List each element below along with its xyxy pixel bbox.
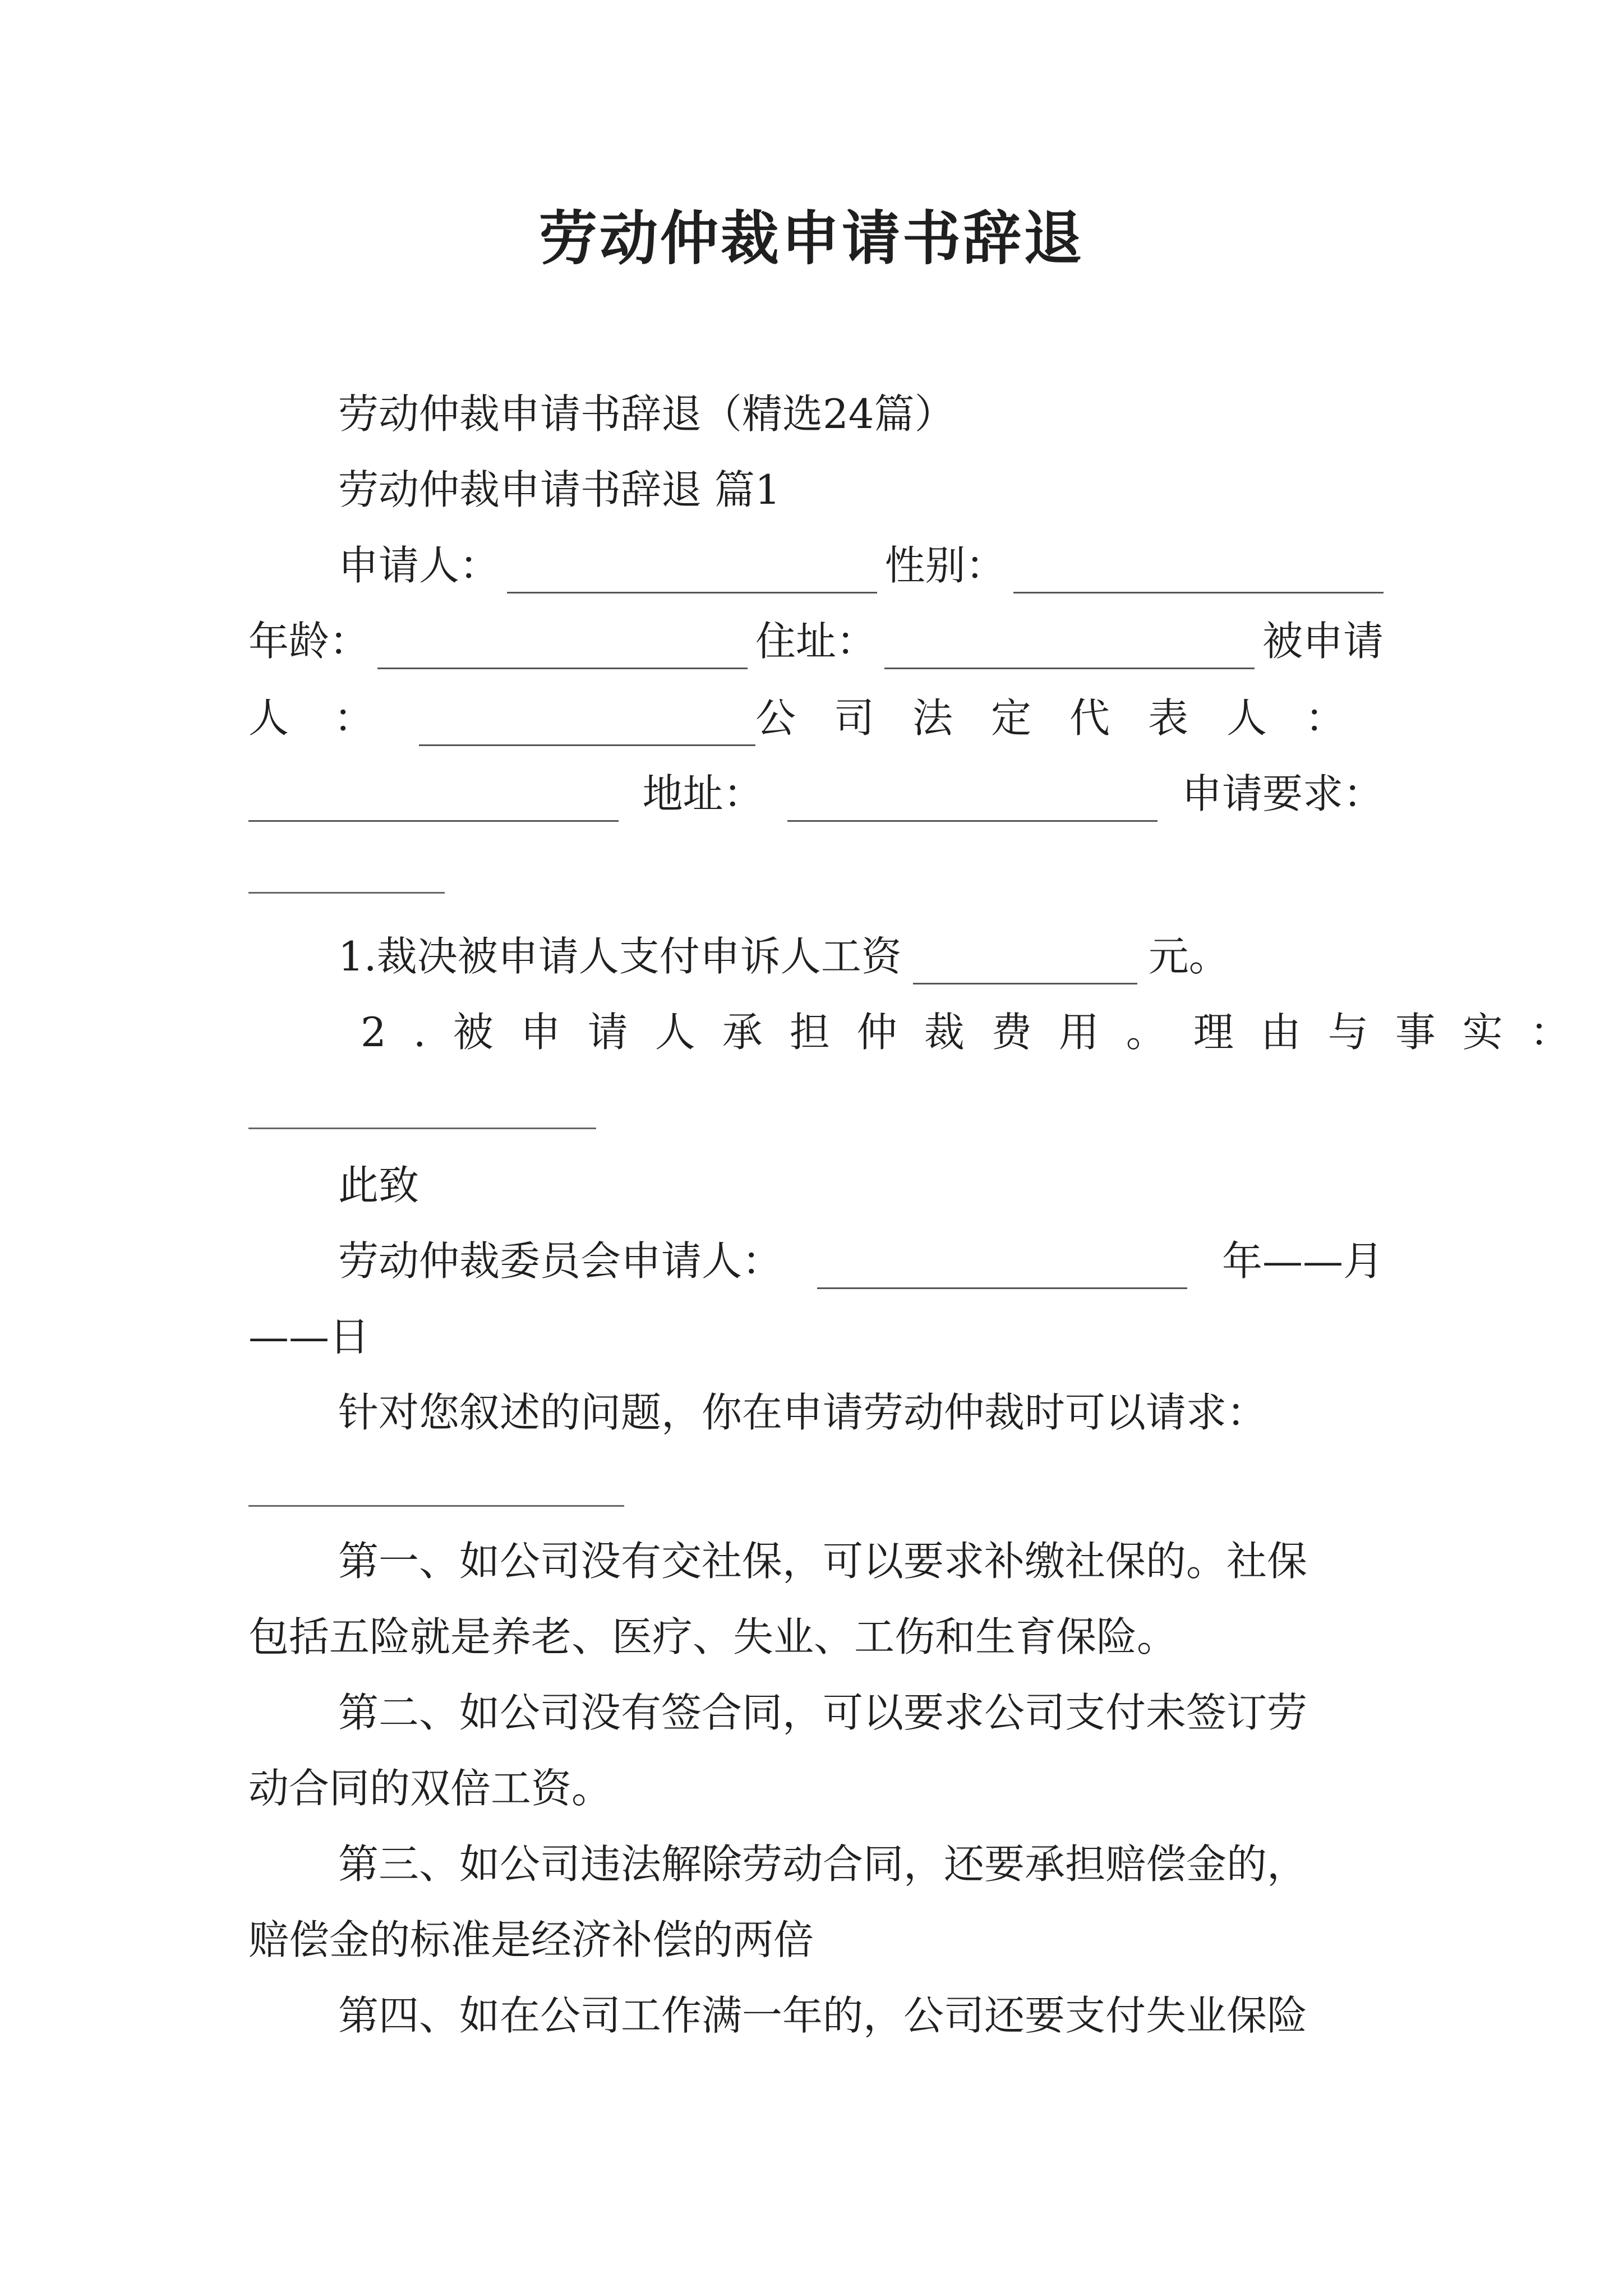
respondent-label-start: 被申请 (1262, 618, 1384, 665)
form-row-company-address (248, 766, 1384, 822)
committee-applicant-blank (817, 1248, 1187, 1289)
applicant-label: 申请人： (338, 542, 500, 589)
salutation: 此致 (338, 1162, 419, 1209)
address-blank (884, 628, 1255, 669)
section-heading: 劳动仲裁申请书辞退 篇1 (338, 466, 781, 513)
facts-blank (248, 1128, 596, 1129)
advice-intro: 针对您叙述的问题，你在申请劳动仲裁时可以请求： (338, 1389, 1267, 1436)
gender-label: 性别： (884, 542, 1006, 589)
advice-paragraph-2-line-2: 动合同的双倍工资。 (248, 1765, 612, 1812)
advice-paragraph-1-line-2: 包括五险就是养老、医疗、失业、工伤和生育保险。 (248, 1613, 1178, 1660)
committee-applicant-label: 劳动仲裁委员会申请人： (338, 1237, 783, 1285)
applicant-blank (507, 553, 877, 593)
legal-rep-blank (248, 781, 619, 822)
gender-blank (1013, 553, 1384, 593)
request-item-1-unit: 元。 (1148, 933, 1229, 980)
request-item-1-text: 1.裁决被申请人支付申诉人工资 (338, 933, 902, 980)
form-row-respondent (248, 690, 1384, 746)
date-day: ——日 (248, 1313, 370, 1360)
advice-paragraph-2-line-1: 第二、如公司没有签合同，可以要求公司支付未签订劳 (338, 1689, 1308, 1736)
request-item-1 (338, 928, 1229, 984)
address-label: 住址： (755, 618, 877, 665)
advice-paragraph-3-line-2: 赔偿金的标准是经济补偿的两倍 (248, 1916, 814, 1963)
advice-paragraph-1-line-1: 第一、如公司没有交社保，可以要求补缴社保的。社保 (338, 1538, 1308, 1585)
legal-rep-label: 公司法定代表人： (755, 694, 1384, 742)
respondent-blank (419, 705, 755, 746)
document-title: 劳动仲裁申请书辞退 (538, 204, 1084, 273)
advice-paragraph-4-line-1: 第四、如在公司工作满一年的，公司还要支付失业保险 (338, 1992, 1308, 2039)
wage-amount-blank (913, 944, 1137, 984)
form-row-applicant (338, 537, 1384, 593)
request-item-2 (361, 1004, 1597, 1060)
respondent-label-end: 人： (248, 694, 419, 742)
advice-blank (248, 1505, 624, 1507)
date-year-month: 年——月 (1221, 1237, 1384, 1285)
company-address-label: 地址： (642, 770, 764, 817)
document-subtitle: 劳动仲裁申请书辞退（精选24篇） (338, 390, 955, 438)
committee-applicant-row (338, 1233, 1384, 1289)
request-blank (248, 892, 445, 894)
request-item-2-text: 2.被申请人承担仲裁费用。理由与事实： (361, 1009, 1597, 1056)
age-label: 年龄： (248, 618, 370, 665)
company-address-blank (787, 781, 1158, 822)
age-blank (377, 628, 748, 669)
advice-paragraph-3-line-1: 第三、如公司违法解除劳动合同，还要承担赔偿金的， (338, 1841, 1308, 1888)
form-row-age (248, 613, 1384, 669)
request-label: 申请要求： (1181, 770, 1384, 817)
